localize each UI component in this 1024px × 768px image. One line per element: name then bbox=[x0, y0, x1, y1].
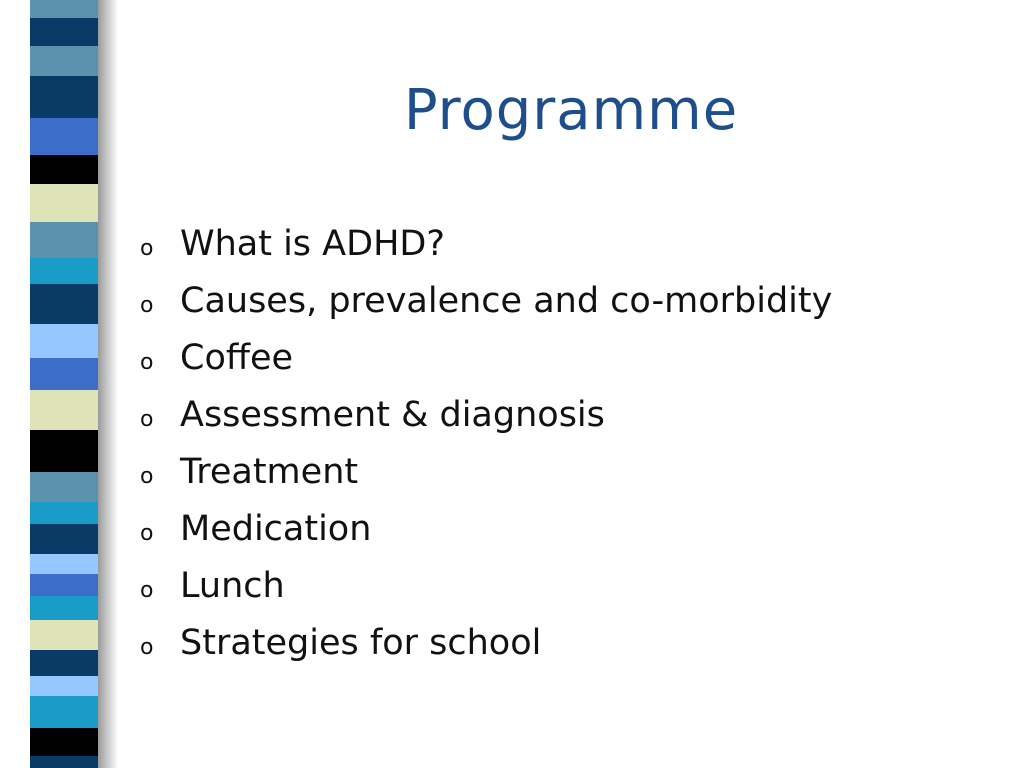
stripe-band bbox=[30, 390, 102, 430]
list-item bbox=[140, 452, 832, 509]
stripe-band bbox=[30, 676, 102, 696]
list-item bbox=[140, 395, 832, 452]
bullet-marker: o bbox=[140, 464, 154, 489]
stripe-band bbox=[30, 596, 102, 620]
stripe-band bbox=[30, 184, 102, 222]
stripe-band bbox=[30, 756, 102, 768]
list-item bbox=[140, 338, 832, 395]
stripe-band bbox=[30, 155, 102, 184]
bullet-marker: o bbox=[140, 635, 154, 660]
stripe-band bbox=[30, 118, 102, 155]
programme-list bbox=[140, 224, 832, 680]
stripe-band bbox=[30, 76, 102, 118]
stripe-band bbox=[30, 554, 102, 574]
list-item bbox=[140, 623, 832, 680]
stripe-band bbox=[30, 284, 102, 324]
stripe-band bbox=[30, 524, 102, 554]
list-item-text: Causes, prevalence and co-morbidity bbox=[180, 281, 833, 321]
bullet-marker: o bbox=[140, 407, 154, 432]
list-item bbox=[140, 566, 832, 623]
list-item-text: Assessment & diagnosis bbox=[180, 395, 605, 435]
stripe-band bbox=[30, 18, 102, 46]
stripe-band bbox=[30, 324, 102, 358]
stripe-bar-shadow bbox=[98, 0, 118, 768]
list-item-text: Medication bbox=[180, 509, 372, 549]
stripe-band bbox=[30, 0, 102, 18]
list-item-text: What is ADHD? bbox=[180, 224, 445, 264]
stripe-band bbox=[30, 258, 102, 284]
stripe-band bbox=[30, 472, 102, 502]
list-item-text: Strategies for school bbox=[180, 623, 542, 663]
decorative-stripe-bar bbox=[30, 0, 102, 768]
list-item-text: Lunch bbox=[180, 566, 285, 606]
bullet-marker: o bbox=[140, 236, 154, 261]
stripe-band bbox=[30, 222, 102, 258]
bullet-marker: o bbox=[140, 350, 154, 375]
stripe-band bbox=[30, 502, 102, 524]
list-item bbox=[140, 509, 832, 566]
list-item bbox=[140, 281, 832, 338]
stripe-band bbox=[30, 650, 102, 676]
stripe-band bbox=[30, 574, 102, 596]
stripe-band bbox=[30, 728, 102, 756]
stripe-band bbox=[30, 430, 102, 472]
stripe-band bbox=[30, 620, 102, 650]
stripe-band bbox=[30, 696, 102, 728]
list-item bbox=[140, 224, 832, 281]
stripe-band bbox=[30, 358, 102, 390]
slide-title: Programme bbox=[403, 78, 739, 143]
list-item-text: Coffee bbox=[180, 338, 294, 378]
bullet-marker: o bbox=[140, 578, 154, 603]
bullet-marker: o bbox=[140, 521, 154, 546]
stripe-band bbox=[30, 46, 102, 76]
bullet-marker: o bbox=[140, 293, 154, 318]
list-item-text: Treatment bbox=[180, 452, 359, 492]
